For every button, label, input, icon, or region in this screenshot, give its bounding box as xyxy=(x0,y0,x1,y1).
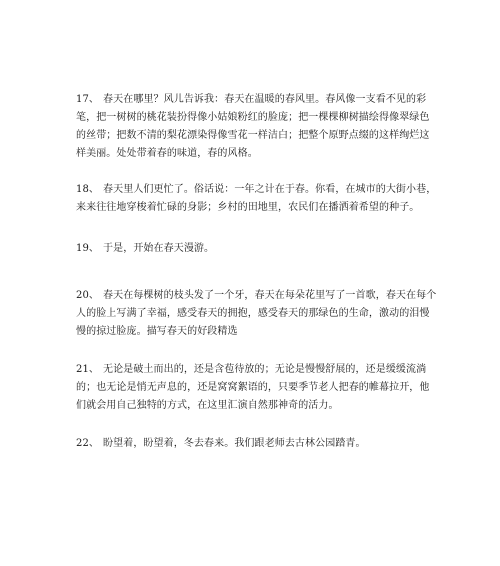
paragraph-19 xyxy=(76,240,438,258)
paragraph-number: 17、 xyxy=(76,94,100,105)
paragraph-text: 无论是破土而出的，还是含苞待放的；无论是慢慢舒展的，还是缓缓流淌的；也无论是悄无声息的，还是窝窝絮语的，只要季节老人把春的帷幕拉开，他们就会用自己独特的方式，在这里汇演自然那神奇的活力。 xyxy=(76,364,430,411)
paragraph-text: 于是，开始在春天漫游。 xyxy=(103,243,215,254)
paragraph-20 xyxy=(76,287,438,341)
paragraph-number: 18、 xyxy=(76,184,100,195)
paragraph-number: 20、 xyxy=(76,290,100,301)
paragraph-21 xyxy=(76,361,438,415)
paragraph-text: 春天在哪里？风儿告诉我：春天在温暖的春风里。春风像一支看不见的彩笔，把一树树的桃花装扮得像小姑娘粉红的脸庞；把一棵棵柳树描绘得像翠绿色的丝带；把数不清的梨花漂染得像雪花一样洁白；把整个原野点缀的这样绚烂这样美丽。处处带着春的味道，春的风格。 xyxy=(76,94,430,159)
paragraph-text: 盼望着，盼望着，冬去春来。我们跟老师去古林公园踏青。 xyxy=(103,438,366,449)
paragraph-22 xyxy=(76,435,438,453)
paragraph-17 xyxy=(76,91,438,163)
paragraph-number: 21、 xyxy=(76,364,100,375)
paragraph-number: 19、 xyxy=(76,243,100,254)
paragraph-number: 22、 xyxy=(76,438,100,449)
paragraph-text: 春天里人们更忙了。俗话说：一年之计在于春。你看，在城市的大街小巷，来来往往地穿梭着忙碌的身影；乡村的田地里，农民们在播洒着希望的种子。 xyxy=(76,184,437,213)
paragraph-18 xyxy=(76,181,438,217)
paragraph-text: 春天在每棵树的枝头发了一个牙，春天在每朵花里写了一首歌，春天在每个人的脸上写满了幸福，感受春天的拥抱，感受春天的那绿色的生命，激动的泪慢慢的掠过脸庞。描写春天的好段精选 xyxy=(76,290,437,337)
